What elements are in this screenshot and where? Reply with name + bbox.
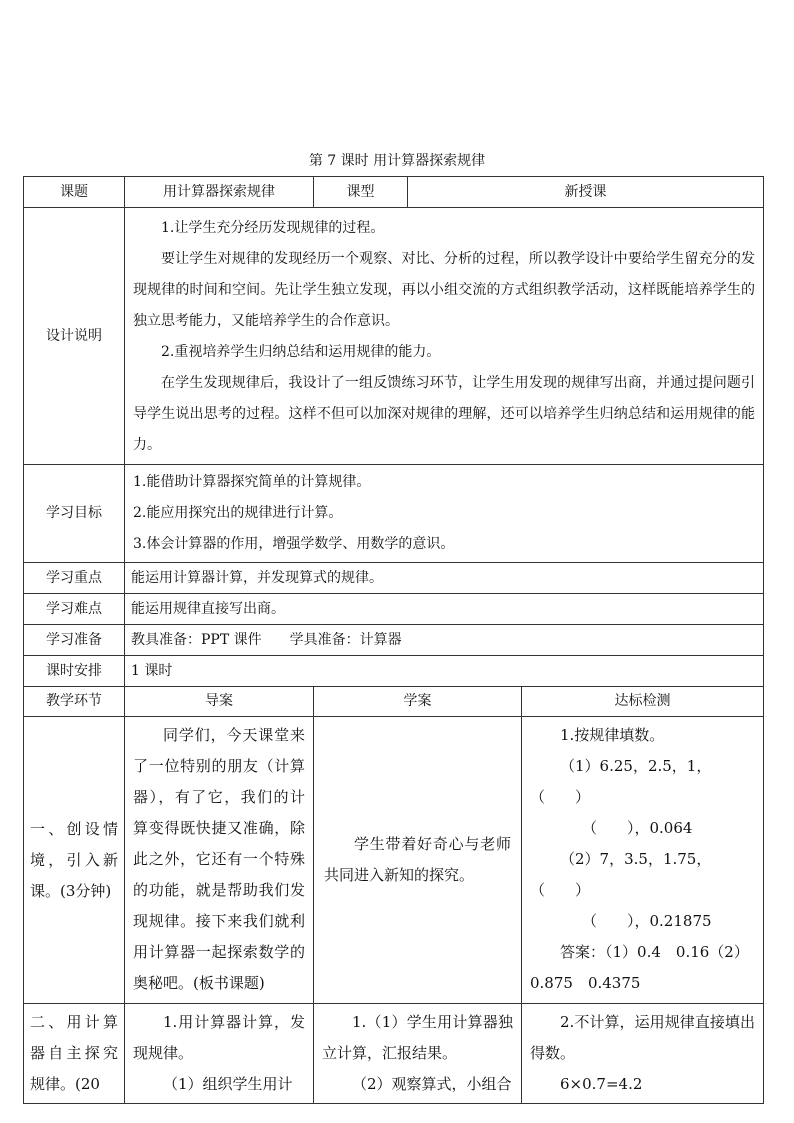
study-2-p1: 1.（1）学生用计算器独立计算，汇报结果。 <box>322 1013 513 1062</box>
lesson-plan-table <box>23 176 764 1104</box>
guide-2-p1: 1.用计算器计算，发现规律。 <box>133 1013 305 1062</box>
type-value: 新授课 <box>408 177 764 208</box>
prep-value <box>125 625 764 656</box>
stage-row-1 <box>24 717 764 1004</box>
topic-value: 用计算器探索规律 <box>125 177 314 208</box>
stage-1: 一、创设情境，引入新课。(3分钟) <box>24 717 125 1004</box>
prep-row <box>24 625 764 656</box>
check-a2c: （ ），0.21875 <box>582 912 712 930</box>
study-2 <box>314 1004 522 1104</box>
difficulty-label: 学习难点 <box>24 594 125 625</box>
stage-row-2 <box>24 1004 764 1104</box>
col-guide: 导案 <box>125 687 314 717</box>
prep-label: 学习准备 <box>24 625 125 656</box>
design-label: 设计说明 <box>24 208 125 465</box>
check-ans1: 答案：（1）0.4 0.16（2） <box>560 943 749 961</box>
goals-row <box>24 465 764 563</box>
goal-item: 3.体会计算器的作用，增强学数学、用数学的意识。 <box>133 536 455 552</box>
goals-content <box>125 465 764 563</box>
guide-1-text: 同学们，今天课堂来了一位特别的朋友（计算器），有了它，我们的计算变得既快捷又准确，除此之外，它还有一个特殊的功能，就是帮助我们发现规律。接下来我们就利用计算器一起探索数学的奥秘吧。(板书课题) <box>133 726 305 992</box>
columns-header-row <box>24 687 764 717</box>
difficulty-value: 能运用规律直接写出商。 <box>125 594 764 625</box>
design-p3: 2.重视培养学生归纳总结和运用规律的能力。 <box>161 344 441 360</box>
guide-2-p2: （1）组织学生用计 <box>163 1075 293 1093</box>
check-1 <box>522 717 764 1004</box>
design-content <box>125 208 764 465</box>
design-p2: 要让学生对规律的发现经历一个观察、对比、分析的过程，所以教学设计中要给学生留充分的发现规律的时间和空间。先让学生独立发现，再以小组交流的方式组织教学活动，这样既能培养学生的独立思考能力，又能培养学生的合作意识。 <box>133 251 755 329</box>
header-row <box>24 177 764 208</box>
goal-item: 1.能借助计算器探究简单的计算规律。 <box>133 474 371 490</box>
check-a1c: （ ），0.064 <box>582 819 693 837</box>
schedule-label: 课时安排 <box>24 656 125 687</box>
study-1-text: 学生带着好奇心与老师共同进入新知的探究。 <box>324 835 511 884</box>
design-row <box>24 208 764 465</box>
check-2-p2: 6×0.7=4.2 <box>560 1075 643 1093</box>
design-p4: 在学生发现规律后，我设计了一组反馈练习环节，让学生用发现的规律写出商，并通过提问题引导学生说出思考的过程。这样不但可以加深对规律的理解，还可以培养学生归纳总结和运用规律的能力。 <box>133 375 755 453</box>
check-q1: 1.按规律填数。 <box>560 726 665 744</box>
col-stage: 教学环节 <box>24 687 125 717</box>
check-ans2: 0.875 0.4375 <box>530 974 641 992</box>
stage-2: 二、用计算器自主探究规律。(20 <box>24 1004 125 1104</box>
check-a2b: （ ） <box>530 881 591 899</box>
guide-2 <box>125 1004 314 1104</box>
topic-label: 课题 <box>24 177 125 208</box>
study-1 <box>314 717 522 1004</box>
schedule-row <box>24 656 764 687</box>
schedule-value: 1 课时 <box>125 656 764 687</box>
prep-teacher: 教具准备：PPT 课件 <box>131 632 262 648</box>
page-title: 第 7 课时 用计算器探索规律 <box>308 153 486 169</box>
check-2 <box>522 1004 764 1104</box>
key-row <box>24 563 764 594</box>
key-label: 学习重点 <box>24 563 125 594</box>
col-check: 达标检测 <box>522 687 764 717</box>
type-label: 课型 <box>314 177 408 208</box>
check-a1b: （ ） <box>530 788 591 806</box>
guide-1 <box>125 717 314 1004</box>
difficulty-row <box>24 594 764 625</box>
design-p1: 1.让学生充分经历发现规律的过程。 <box>161 220 385 236</box>
check-2-p1: 2.不计算，运用规律直接填出得数。 <box>530 1013 755 1062</box>
key-value: 能运用计算器计算，并发现算式的规律。 <box>125 563 764 594</box>
col-study: 学案 <box>314 687 522 717</box>
check-a1: （1）6.25，2.5，1， <box>560 757 712 775</box>
goals-label: 学习目标 <box>24 465 125 563</box>
study-2-p2: （2）观察算式，小组合 <box>352 1075 512 1093</box>
goal-item: 2.能应用探究出的规律进行计算。 <box>133 505 343 521</box>
prep-student: 学具准备：计算器 <box>289 632 402 648</box>
check-a2: （2）7，3.5，1.75， <box>560 850 712 868</box>
